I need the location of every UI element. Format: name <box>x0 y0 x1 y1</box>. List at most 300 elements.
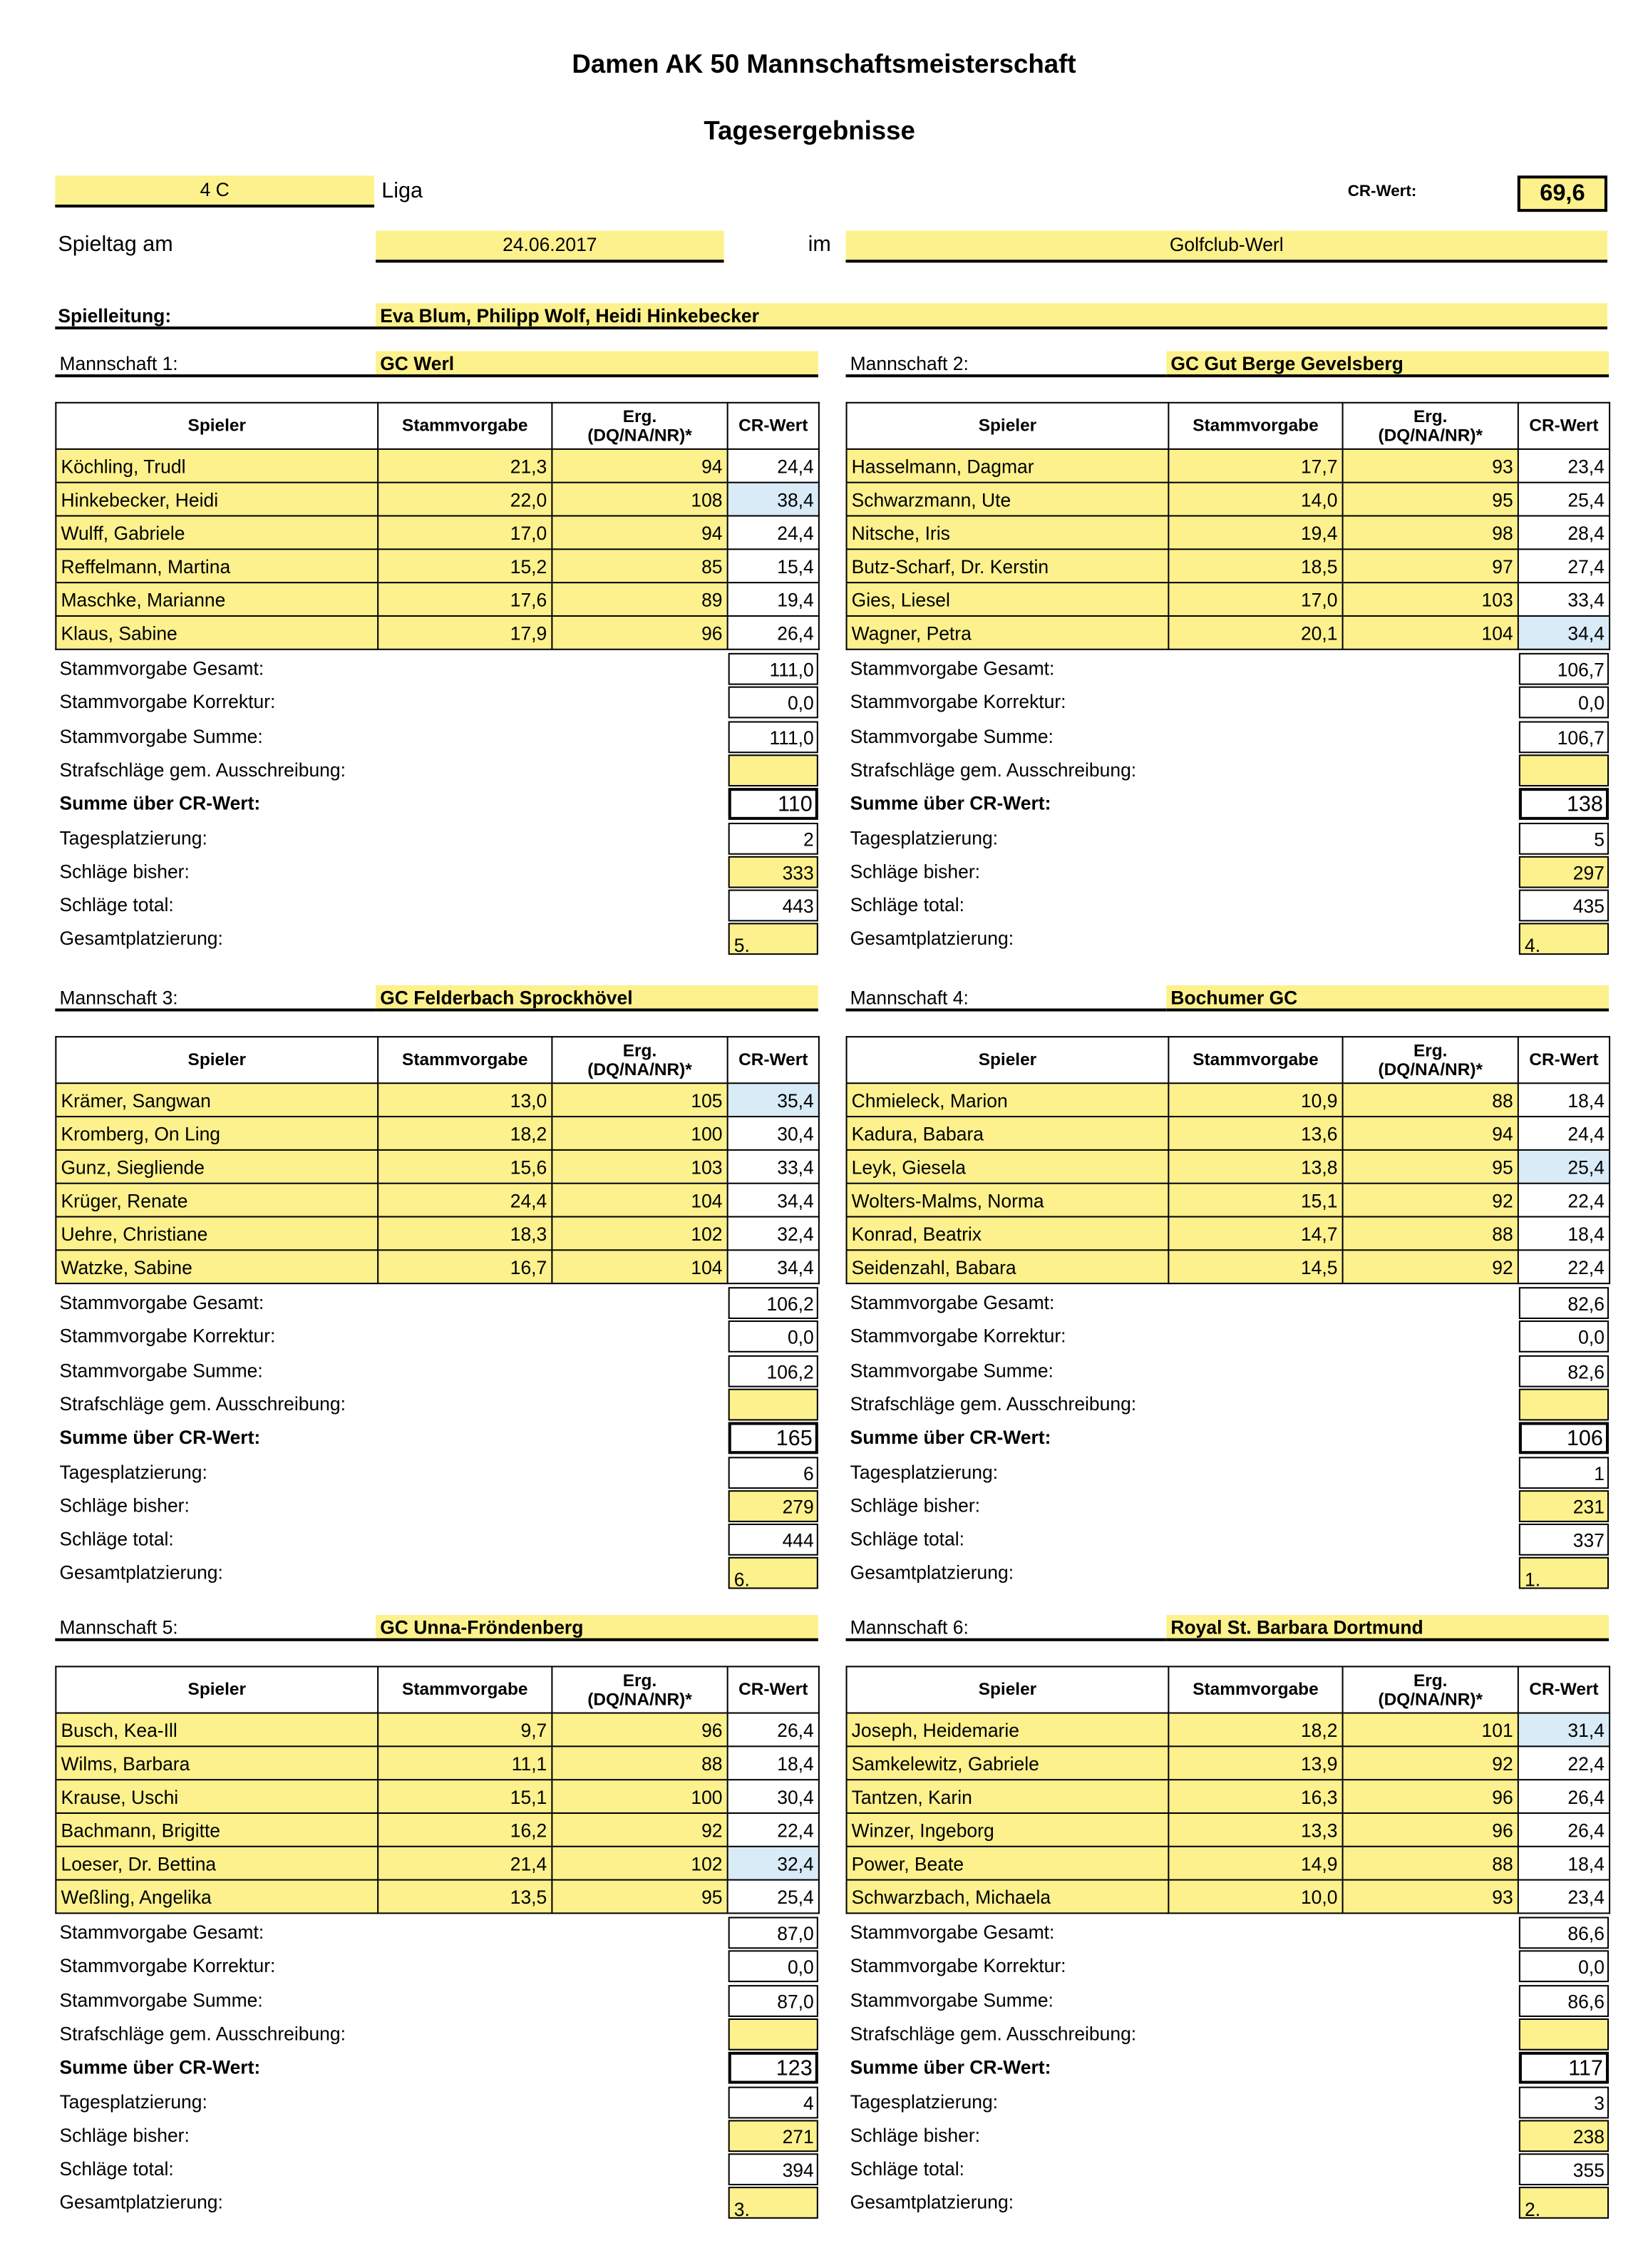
player-stammvorgabe: 13,5 <box>378 1880 552 1914</box>
summary-row-straf <box>55 2018 818 2052</box>
player-name: Hinkebecker, Heidi <box>56 483 378 516</box>
summary-value-korrektur: 0,0 <box>1519 687 1609 719</box>
table-row <box>56 549 819 583</box>
player-ergebnis: 85 <box>552 549 727 583</box>
summary-value-gesamtplatz: 4. <box>1519 923 1609 955</box>
col-header-erg-note: (DQ/NA/NR)* <box>587 1058 692 1079</box>
col-header-ergebnis <box>552 403 727 449</box>
col-header-erg-note: (DQ/NA/NR)* <box>1378 1058 1483 1079</box>
table-row <box>56 1150 819 1184</box>
player-name: Tantzen, Karin <box>847 1780 1169 1813</box>
summary-row-gesamtplatz <box>55 2187 818 2221</box>
cr-wert-value: 69,6 <box>1518 175 1607 212</box>
player-name: Konrad, Beatrix <box>847 1217 1169 1251</box>
player-ergebnis: 102 <box>552 1847 727 1880</box>
player-ergebnis: 100 <box>552 1780 727 1813</box>
summary-label-total: Schläge total: <box>850 1528 964 1550</box>
summary-row-straf <box>55 754 818 788</box>
player-cr-wert: 15,4 <box>728 549 819 583</box>
player-ergebnis: 98 <box>1343 516 1518 550</box>
table-row <box>56 516 819 550</box>
player-ergebnis: 94 <box>1343 1117 1518 1150</box>
player-ergebnis: 88 <box>1343 1217 1518 1251</box>
table-row <box>56 1217 819 1251</box>
player-cr-wert: 19,4 <box>728 583 819 616</box>
player-cr-wert: 34,4 <box>728 1250 819 1283</box>
summary-value-korrektur: 0,0 <box>728 1951 818 1983</box>
summary-row-tages <box>55 1456 818 1489</box>
table-header-row <box>847 1666 1610 1713</box>
summary-row-bisher <box>846 1490 1610 1524</box>
summary-label-gesamtplatz: Gesamtplatzierung: <box>850 1561 1014 1584</box>
summary-row-gesamt <box>846 1287 1610 1320</box>
table-row <box>847 1083 1610 1117</box>
player-ergebnis: 103 <box>1343 583 1518 616</box>
col-header-cr-wert: CR-Wert <box>1518 403 1610 449</box>
summary-value-bisher: 297 <box>1519 856 1609 888</box>
table-row <box>847 516 1610 550</box>
player-name: Bachmann, Brigitte <box>56 1813 378 1847</box>
player-ergebnis: 88 <box>1343 1847 1518 1880</box>
summary-label-summe: Stammvorgabe Summe: <box>59 724 263 747</box>
table-row <box>847 616 1610 650</box>
player-name: Watzke, Sabine <box>56 1250 378 1283</box>
table-row <box>847 549 1610 583</box>
summary-label-korrektur: Stammvorgabe Korrektur: <box>850 1955 1066 1977</box>
summary-row-ueber <box>846 788 1610 821</box>
summary-row-gesamt <box>846 653 1610 687</box>
table-row <box>56 1746 819 1780</box>
summary-label-gesamt: Stammvorgabe Gesamt: <box>850 1291 1055 1313</box>
spieltag-date: 24.06.2017 <box>376 231 723 263</box>
summary-row-tages <box>55 822 818 856</box>
col-header-erg-note: (DQ/NA/NR)* <box>1378 424 1483 445</box>
player-cr-wert: 32,4 <box>728 1217 819 1251</box>
summary-label-straf: Strafschläge gem. Ausschreibung: <box>850 1392 1137 1415</box>
player-cr-wert: 33,4 <box>1518 583 1610 616</box>
player-cr-wert: 38,4 <box>728 483 819 516</box>
summary-row-korrektur <box>846 687 1610 720</box>
player-stammvorgabe: 15,2 <box>378 549 552 583</box>
player-name: Schwarzmann, Ute <box>847 483 1169 516</box>
summary-label-gesamt: Stammvorgabe Gesamt: <box>850 657 1055 679</box>
summary-row-bisher <box>55 2120 818 2153</box>
table-row <box>847 1780 1610 1813</box>
col-header-spieler: Spieler <box>56 403 378 449</box>
summary-row-summe <box>55 1984 818 2018</box>
liga-value: 4 C <box>55 175 374 207</box>
summary-row-straf <box>846 2018 1610 2052</box>
summary-value-tages: 3 <box>1519 2086 1609 2118</box>
player-table <box>846 402 1611 650</box>
col-header-spieler: Spieler <box>847 1037 1169 1083</box>
summary-label-total: Schläge total: <box>59 1528 174 1550</box>
summary-label-gesamtplatz: Gesamtplatzierung: <box>850 2191 1014 2214</box>
col-header-erg: Erg. <box>622 1040 657 1060</box>
summary-value-straf <box>728 754 818 786</box>
summary-label-straf: Strafschläge gem. Ausschreibung: <box>59 1392 346 1415</box>
col-header-stammvorgabe: Stammvorgabe <box>378 1037 552 1083</box>
player-stammvorgabe: 16,7 <box>378 1250 552 1283</box>
player-name: Kromberg, On Ling <box>56 1117 378 1150</box>
summary-row-korrektur <box>846 1321 1610 1355</box>
summary-row-ueber <box>55 2052 818 2085</box>
player-ergebnis: 89 <box>552 583 727 616</box>
summary-row-straf <box>55 1388 818 1422</box>
col-header-cr-wert: CR-Wert <box>728 403 819 449</box>
summary-label-gesamtplatz: Gesamtplatzierung: <box>59 1561 223 1584</box>
summary-row-korrektur <box>55 1951 818 1984</box>
player-stammvorgabe: 9,7 <box>378 1713 552 1747</box>
player-stammvorgabe: 22,0 <box>378 483 552 516</box>
summary-row-total <box>55 2153 818 2187</box>
summary-value-gesamtplatz: 6. <box>728 1558 818 1590</box>
player-stammvorgabe: 13,8 <box>1168 1150 1342 1184</box>
player-cr-wert: 25,4 <box>728 1880 819 1914</box>
player-name: Wolters-Malms, Norma <box>847 1184 1169 1217</box>
summary-label-ueber: Summe über CR-Wert: <box>850 2056 1051 2078</box>
player-ergebnis: 93 <box>1343 1880 1518 1914</box>
player-stammvorgabe: 16,2 <box>378 1813 552 1847</box>
summary-value-total: 355 <box>1519 2153 1609 2185</box>
summary-value-bisher: 231 <box>1519 1490 1609 1522</box>
player-name: Krause, Uschi <box>56 1780 378 1813</box>
player-ergebnis: 96 <box>552 616 727 650</box>
player-ergebnis: 96 <box>1343 1813 1518 1847</box>
player-cr-wert: 34,4 <box>728 1184 819 1217</box>
player-stammvorgabe: 14,9 <box>1168 1847 1342 1880</box>
player-cr-wert: 22,4 <box>1518 1746 1610 1780</box>
col-header-stammvorgabe: Stammvorgabe <box>1168 1666 1342 1713</box>
player-name: Butz-Scharf, Dr. Kerstin <box>847 549 1169 583</box>
table-row <box>847 1880 1610 1914</box>
player-name: Wagner, Petra <box>847 616 1169 650</box>
player-stammvorgabe: 13,0 <box>378 1083 552 1117</box>
summary-value-summe: 86,6 <box>1519 1984 1609 2016</box>
team-label: Mannschaft 3: <box>55 985 376 1012</box>
player-stammvorgabe: 15,6 <box>378 1150 552 1184</box>
col-header-spieler: Spieler <box>847 403 1169 449</box>
player-ergebnis: 104 <box>552 1184 727 1217</box>
player-name: Köchling, Trudl <box>56 449 378 483</box>
col-header-erg: Erg. <box>1413 1669 1448 1690</box>
player-name: Weßling, Angelika <box>56 1880 378 1914</box>
player-stammvorgabe: 21,3 <box>378 449 552 483</box>
summary-value-bisher: 279 <box>728 1490 818 1522</box>
summary-label-summe: Stammvorgabe Summe: <box>850 1989 1054 2011</box>
col-header-erg: Erg. <box>1413 405 1448 426</box>
table-row <box>847 449 1610 483</box>
summary-value-gesamtplatz: 5. <box>728 923 818 955</box>
player-name: Nitsche, Iris <box>847 516 1169 550</box>
summary-label-bisher: Schläge bisher: <box>850 1494 981 1517</box>
player-ergebnis: 96 <box>552 1713 727 1747</box>
spieltag-club: Golfclub-Werl <box>846 231 1607 263</box>
summary-row-tages <box>846 2086 1610 2120</box>
summary-value-straf <box>1519 754 1609 786</box>
player-cr-wert: 26,4 <box>1518 1780 1610 1813</box>
col-header-spieler: Spieler <box>56 1037 378 1083</box>
summary-label-straf: Strafschläge gem. Ausschreibung: <box>850 2022 1137 2045</box>
player-stammvorgabe: 21,4 <box>378 1847 552 1880</box>
team-label: Mannschaft 6: <box>846 1615 1167 1641</box>
summary-row-summe <box>846 1984 1610 2018</box>
player-table <box>846 1036 1611 1284</box>
summary-value-tages: 4 <box>728 2086 818 2118</box>
player-cr-wert: 35,4 <box>728 1083 819 1117</box>
player-cr-wert: 30,4 <box>728 1780 819 1813</box>
player-cr-wert: 18,4 <box>1518 1083 1610 1117</box>
col-header-ergebnis <box>552 1666 727 1713</box>
team-name: GC Gut Berge Gevelsberg <box>1166 352 1609 378</box>
player-cr-wert: 28,4 <box>1518 516 1610 550</box>
player-table <box>846 1666 1611 1914</box>
player-stammvorgabe: 19,4 <box>1168 516 1342 550</box>
summary-row-gesamtplatz <box>846 2187 1610 2221</box>
summary-label-korrektur: Stammvorgabe Korrektur: <box>850 691 1066 713</box>
player-cr-wert: 32,4 <box>728 1847 819 1880</box>
player-stammvorgabe: 18,2 <box>378 1117 552 1150</box>
summary-label-korrektur: Stammvorgabe Korrektur: <box>850 1325 1066 1348</box>
player-stammvorgabe: 18,2 <box>1168 1713 1342 1747</box>
summary-value-gesamtplatz: 3. <box>728 2187 818 2220</box>
player-ergebnis: 92 <box>1343 1250 1518 1283</box>
summary-value-gesamt: 87,0 <box>728 1916 818 1949</box>
summary-value-total: 337 <box>1519 1524 1609 1556</box>
summary-value-summe: 106,7 <box>1519 721 1609 753</box>
player-stammvorgabe: 14,7 <box>1168 1217 1342 1251</box>
spielleitung-label: Spielleitung: <box>55 303 376 329</box>
table-row <box>847 1713 1610 1747</box>
summary-value-gesamt: 86,6 <box>1519 1916 1609 1949</box>
summary-row-gesamt <box>55 1916 818 1950</box>
summary-row-total <box>846 2153 1610 2187</box>
summary-row-bisher <box>55 1490 818 1524</box>
player-stammvorgabe: 13,9 <box>1168 1746 1342 1780</box>
player-name: Krüger, Renate <box>56 1184 378 1217</box>
summary-value-bisher: 238 <box>1519 2120 1609 2152</box>
player-cr-wert: 22,4 <box>728 1813 819 1847</box>
summary-value-bisher: 271 <box>728 2120 818 2152</box>
summary-label-tages: Tagesplatzierung: <box>850 2090 999 2113</box>
player-name: Joseph, Heidemarie <box>847 1713 1169 1747</box>
summary-row-gesamtplatz <box>846 923 1610 957</box>
summary-value-gesamt: 106,2 <box>728 1287 818 1319</box>
player-stammvorgabe: 17,9 <box>378 616 552 650</box>
player-name: Gunz, Siegliende <box>56 1150 378 1184</box>
cr-wert-label: CR-Wert: <box>1347 183 1417 200</box>
player-ergebnis: 101 <box>1343 1713 1518 1747</box>
summary-value-korrektur: 0,0 <box>1519 1951 1609 1983</box>
team-name: Royal St. Barbara Dortmund <box>1166 1615 1609 1641</box>
player-ergebnis: 95 <box>1343 483 1518 516</box>
col-header-ergebnis <box>1343 1037 1518 1083</box>
summary-label-gesamt: Stammvorgabe Gesamt: <box>59 657 264 679</box>
team-label: Mannschaft 1: <box>55 352 376 378</box>
table-row <box>847 1847 1610 1880</box>
summary-label-summe: Stammvorgabe Summe: <box>59 1359 263 1381</box>
summary-label-gesamtplatz: Gesamtplatzierung: <box>59 928 223 950</box>
player-name: Leyk, Giesela <box>847 1150 1169 1184</box>
summary-label-bisher: Schläge bisher: <box>59 2124 190 2146</box>
player-cr-wert: 26,4 <box>728 616 819 650</box>
summary-label-straf: Strafschläge gem. Ausschreibung: <box>59 2022 346 2045</box>
player-cr-wert: 24,4 <box>728 449 819 483</box>
summary-row-gesamtplatz <box>846 1558 1610 1591</box>
summary-label-total: Schläge total: <box>850 2157 964 2180</box>
summary-label-bisher: Schläge bisher: <box>59 860 190 882</box>
summary-label-total: Schläge total: <box>59 893 174 916</box>
player-stammvorgabe: 13,6 <box>1168 1117 1342 1150</box>
table-row <box>56 1250 819 1283</box>
player-name: Klaus, Sabine <box>56 616 378 650</box>
team-name: Bochumer GC <box>1166 985 1609 1012</box>
col-header-stammvorgabe: Stammvorgabe <box>378 403 552 449</box>
summary-value-korrektur: 0,0 <box>728 687 818 719</box>
player-name: Seidenzahl, Babara <box>847 1250 1169 1283</box>
summary-row-gesamt <box>846 1916 1610 1950</box>
summary-row-total <box>55 1524 818 1557</box>
player-ergebnis: 104 <box>1343 616 1518 650</box>
summary-label-total: Schläge total: <box>850 893 964 916</box>
table-row <box>56 1083 819 1117</box>
player-name: Busch, Kea-Ill <box>56 1713 378 1747</box>
player-stammvorgabe: 13,3 <box>1168 1813 1342 1847</box>
player-cr-wert: 24,4 <box>728 516 819 550</box>
table-row <box>847 1217 1610 1251</box>
player-stammvorgabe: 18,5 <box>1168 549 1342 583</box>
summary-row-ueber <box>55 788 818 821</box>
player-ergebnis: 108 <box>552 483 727 516</box>
summary-row-korrektur <box>846 1951 1610 1984</box>
summary-row-summe <box>846 721 1610 754</box>
player-cr-wert: 24,4 <box>1518 1117 1610 1150</box>
player-ergebnis: 95 <box>1343 1150 1518 1184</box>
summary-row-tages <box>55 2086 818 2120</box>
col-header-erg: Erg. <box>622 1669 657 1690</box>
summary-value-tages: 1 <box>1519 1456 1609 1488</box>
player-cr-wert: 18,4 <box>1518 1847 1610 1880</box>
summary-label-summe: Stammvorgabe Summe: <box>850 1359 1054 1381</box>
summary-label-bisher: Schläge bisher: <box>850 860 981 882</box>
summary-value-bisher: 333 <box>728 856 818 888</box>
player-cr-wert: 23,4 <box>1518 449 1610 483</box>
summary-value-gesamtplatz: 2. <box>1519 2187 1609 2220</box>
summary-row-straf <box>846 754 1610 788</box>
summary-value-tages: 6 <box>728 1456 818 1488</box>
summary-value-total: 394 <box>728 2153 818 2185</box>
player-ergebnis: 94 <box>552 449 727 483</box>
summary-row-ueber <box>846 2052 1610 2085</box>
summary-label-gesamt: Stammvorgabe Gesamt: <box>59 1291 264 1313</box>
col-header-erg: Erg. <box>1413 1040 1448 1060</box>
team-label: Mannschaft 5: <box>55 1615 376 1641</box>
summary-row-bisher <box>55 856 818 889</box>
player-name: Gies, Liesel <box>847 583 1169 616</box>
summary-value-summe: 111,0 <box>728 721 818 753</box>
spieltag-im-label: im <box>808 232 831 257</box>
table-row <box>847 583 1610 616</box>
summary-row-gesamtplatz <box>55 923 818 957</box>
player-ergebnis: 95 <box>552 1880 727 1914</box>
summary-row-tages <box>846 822 1610 856</box>
table-row <box>56 1847 819 1880</box>
summary-value-tages: 2 <box>728 822 818 854</box>
summary-label-bisher: Schläge bisher: <box>59 1494 190 1517</box>
player-cr-wert: 22,4 <box>1518 1250 1610 1283</box>
player-name: Loeser, Dr. Bettina <box>56 1847 378 1880</box>
summary-value-ueber: 106 <box>1519 1422 1609 1454</box>
player-name: Chmieleck, Marion <box>847 1083 1169 1117</box>
table-row <box>56 1713 819 1747</box>
player-name: Wulff, Gabriele <box>56 516 378 550</box>
summary-row-korrektur <box>55 687 818 720</box>
team-name: GC Felderbach Sprockhövel <box>376 985 818 1012</box>
col-header-erg-note: (DQ/NA/NR)* <box>1378 1688 1483 1709</box>
page-subtitle: Tagesergebnisse <box>704 116 915 145</box>
table-header-row <box>847 1037 1610 1083</box>
summary-label-summe: Stammvorgabe Summe: <box>850 724 1054 747</box>
summary-label-ueber: Summe über CR-Wert: <box>59 792 261 815</box>
team-label: Mannschaft 2: <box>846 352 1167 378</box>
player-cr-wert: 25,4 <box>1518 1150 1610 1184</box>
summary-label-korrektur: Stammvorgabe Korrektur: <box>59 691 276 713</box>
col-header-cr-wert: CR-Wert <box>1518 1666 1610 1713</box>
player-ergebnis: 93 <box>1343 449 1518 483</box>
table-row <box>56 616 819 650</box>
player-name: Maschke, Marianne <box>56 583 378 616</box>
player-stammvorgabe: 15,1 <box>1168 1184 1342 1217</box>
summary-row-gesamtplatz <box>55 1558 818 1591</box>
summary-value-tages: 5 <box>1519 822 1609 854</box>
player-stammvorgabe: 17,0 <box>378 516 552 550</box>
summary-row-ueber <box>846 1422 1610 1456</box>
col-header-ergebnis <box>1343 403 1518 449</box>
spieltag-label: Spieltag am <box>58 232 173 257</box>
summary-value-straf <box>1519 1388 1609 1420</box>
summary-value-straf <box>1519 2018 1609 2051</box>
col-header-cr-wert: CR-Wert <box>1518 1037 1610 1083</box>
player-cr-wert: 34,4 <box>1518 616 1610 650</box>
table-row <box>847 1150 1610 1184</box>
col-header-erg-note: (DQ/NA/NR)* <box>587 1688 692 1709</box>
summary-row-summe <box>846 1355 1610 1388</box>
summary-row-bisher <box>846 856 1610 889</box>
player-ergebnis: 94 <box>552 516 727 550</box>
player-cr-wert: 26,4 <box>1518 1813 1610 1847</box>
table-row <box>56 1780 819 1813</box>
table-row <box>847 1813 1610 1847</box>
col-header-cr-wert: CR-Wert <box>728 1666 819 1713</box>
summary-label-ueber: Summe über CR-Wert: <box>59 2056 261 2078</box>
summary-label-tages: Tagesplatzierung: <box>850 1460 999 1482</box>
summary-value-gesamt: 82,6 <box>1519 1287 1609 1319</box>
player-ergebnis: 97 <box>1343 549 1518 583</box>
summary-label-korrektur: Stammvorgabe Korrektur: <box>59 1325 276 1348</box>
table-row <box>56 449 819 483</box>
summary-value-ueber: 165 <box>728 1422 818 1454</box>
player-name: Samkelewitz, Gabriele <box>847 1746 1169 1780</box>
col-header-spieler: Spieler <box>847 1666 1169 1713</box>
summary-value-straf <box>728 1388 818 1420</box>
summary-value-straf <box>728 2018 818 2051</box>
player-ergebnis: 92 <box>552 1813 727 1847</box>
player-stammvorgabe: 10,0 <box>1168 1880 1342 1914</box>
summary-row-total <box>55 890 818 923</box>
player-stammvorgabe: 17,6 <box>378 583 552 616</box>
table-row <box>56 1117 819 1150</box>
summary-label-gesamtplatz: Gesamtplatzierung: <box>850 928 1014 950</box>
